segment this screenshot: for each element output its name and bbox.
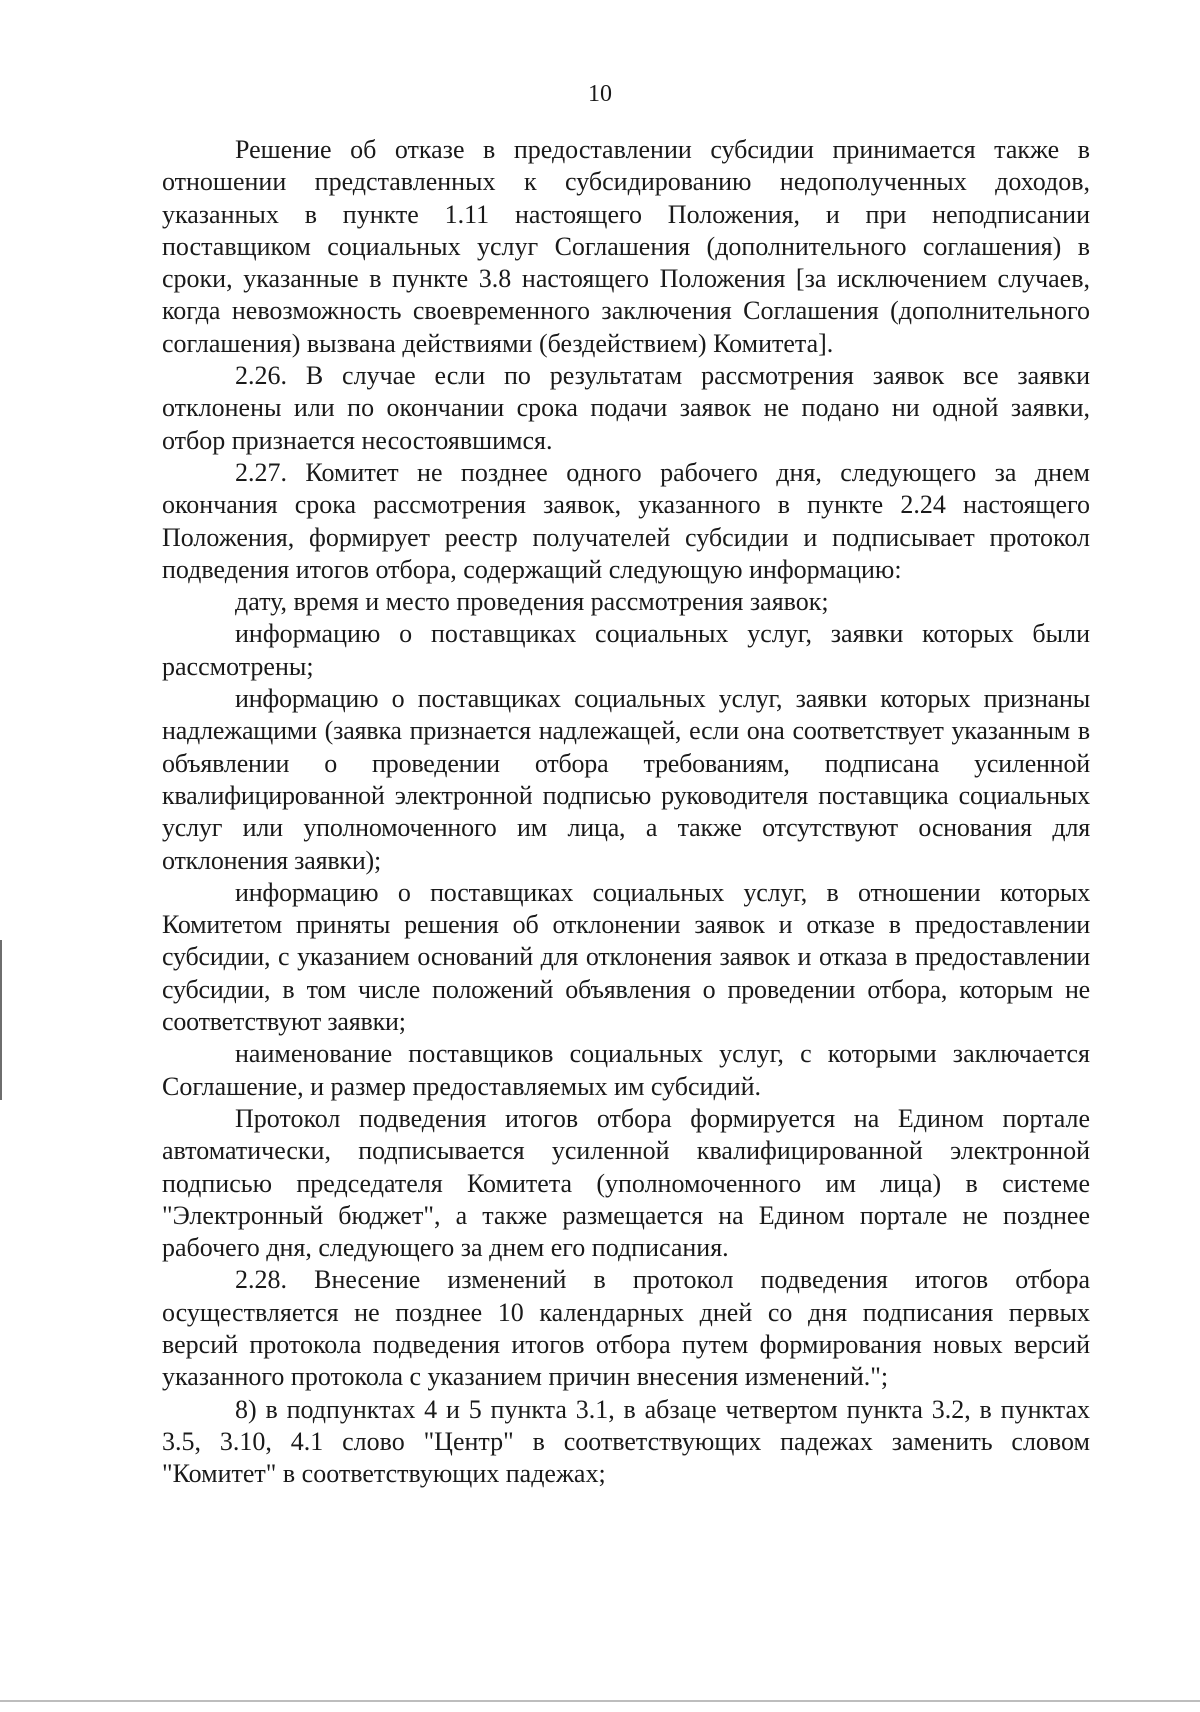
scan-artifact-left-edge [0,940,2,1100]
paragraph-2-26: 2.26. В случае если по результатам рассмотрения заявок все заявки отклонены или по окончании срока подачи заявок не подано ни одной заявки, отбор признается несостоявшимся. [162,361,1090,455]
paragraph-protocol-formation: Протокол подведения итогов отбора формируется на Едином портале автоматически, подписывается усиленной квалифицированной электронной подписью председателя Комитета (уполномоченного им лица) в системе "Электронный бюджет", а также размещается на Едином портале не позднее рабочего дня, следующего за днем его подписания. [162,1103,1090,1263]
list-item-date-time-place: дату, время и место проведения рассмотрения заявок; [235,587,829,617]
paragraph-2-27: 2.27. Комитет не позднее одного рабочего дня, следующего за днем окончания срока рассмотрения заявок, указанного в пункте 2.24 настоящего Положения, формирует реестр получателей субсидии и подписывает протокол подведения итогов отбора, содержащий следующую информацию: [162,457,1090,584]
scan-artifact-bottom-edge [0,1700,1200,1702]
paragraph-item-8: 8) в подпунктах 4 и 5 пункта 3.1, в абзаце четвертом пункта 3.2, в пунктах 3.5, 3.10, 4.1 слово "Центр" в соответствующих падежах заменить словом "Комитет" в соответствующих падежах; [162,1394,1090,1489]
list-item-agreement-suppliers: наименование поставщиков социальных услуг, с которыми заключается Соглашение, и размер предоставляемых им субсидий. [162,1039,1090,1101]
document-body [162,134,1090,1490]
paragraph-refusal-decision: Решение об отказе в предоставлении субсидии принимается также в отношении представленных к субсидированию недополученных доходов, указанных в пункте 1.11 настоящего Положения, и при неподписании поставщиком социальных услуг Соглашения (дополнительного соглашения) в сроки, указанные в пункте 3.8 настоящего Положения [за исключением случаев, когда невозможность своевременного заключения Соглашения (дополнительного соглашения) вызвана действиями (бездействием) Комитета]. [162,135,1090,358]
list-item-proper-applications: информацию о поставщиках социальных услуг, заявки которых признаны надлежащими (заявка признается надлежащей, если она соответствует указанным в объявлении о проведении отбора требованиям, подписана усиленной квалифицированной электронной подписью руководителя поставщика социальных услуг или уполномоченного им лица, а также отсутствуют основания для отклонения заявки); [162,684,1090,875]
list-item-rejected-applications: информацию о поставщиках социальных услуг, в отношении которых Комитетом приняты решения об отклонении заявок и отказе в предоставлении субсидии, с указанием оснований для отклонения заявок и отказа в предоставлении субсидии, в том числе положений объявления о проведении отбора, которым не соответствуют заявки; [162,877,1090,1037]
paragraph-2-28: 2.28. Внесение изменений в протокол подведения итогов отбора осуществляется не позднее 10 календарных дней со дня подписания первых версий протокола подведения итогов отбора путем формирования новых версий указанного протокола с указанием причин внесения изменений."; [162,1265,1090,1392]
page-number: 10 [588,81,612,107]
list-item-reviewed-suppliers: информацию о поставщиках социальных услуг, заявки которых были рассмотрены; [162,619,1090,681]
